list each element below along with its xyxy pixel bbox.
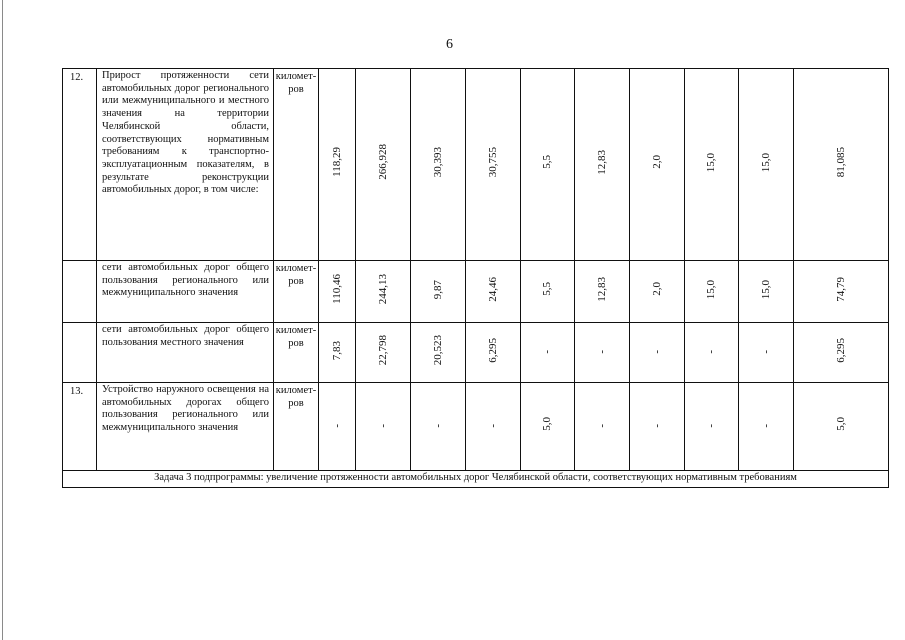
value-cell: [685, 69, 739, 261]
value-cell: [685, 261, 739, 323]
value-cell: [411, 261, 466, 323]
value-cell: [630, 69, 685, 261]
value-cell: [411, 69, 466, 261]
value-cell: [739, 69, 794, 261]
value-text: 24,46: [486, 276, 499, 302]
task-heading: Задача 3 подпрограммы: увеличение протяженности автомобильных дорог Челябинской области, соответствующих нормативным требованиям: [63, 471, 889, 488]
value-text: 5,0: [834, 417, 847, 432]
scan-edge-line: [2, 0, 3, 640]
value-cell: [319, 261, 356, 323]
value-text: -: [595, 424, 608, 429]
value-text: 15,0: [705, 279, 718, 299]
value-text: -: [330, 424, 343, 429]
value-text: 2,0: [650, 282, 663, 297]
value-cell: [575, 69, 630, 261]
value-text: 6,295: [834, 337, 847, 363]
value-text: 30,393: [431, 147, 444, 178]
value-cell: [630, 323, 685, 383]
value-cell: [319, 69, 356, 261]
row-number-cell: [63, 261, 97, 323]
table-row: [63, 323, 889, 383]
value-cell: [466, 261, 521, 323]
value-text: -: [650, 350, 663, 355]
page-number: 6: [446, 37, 453, 52]
value-cell: [521, 261, 575, 323]
value-text: 5,0: [541, 417, 554, 432]
value-cell: [319, 323, 356, 383]
value-text: -: [376, 424, 389, 429]
value-text: -: [759, 424, 772, 429]
value-text: -: [705, 350, 718, 355]
value-cell: [739, 261, 794, 323]
value-text: 15,0: [759, 279, 772, 299]
value-cell: [466, 69, 521, 261]
unit-cell: километров: [274, 323, 319, 383]
value-cell: [521, 323, 575, 383]
value-cell: [630, 261, 685, 323]
value-cell: [411, 383, 466, 471]
value-text: 7,83: [330, 340, 343, 360]
value-text: 2,0: [650, 155, 663, 170]
value-cell: [411, 323, 466, 383]
value-text: 74,79: [834, 276, 847, 302]
value-text: 15,0: [759, 152, 772, 172]
value-text: -: [759, 350, 772, 355]
value-text: 12,83: [595, 149, 608, 175]
value-cell: [356, 261, 411, 323]
value-cell: [630, 383, 685, 471]
value-cell: [319, 383, 356, 471]
value-text: 6,295: [486, 337, 499, 363]
table-row: [63, 383, 889, 471]
indicator-description: Устройство наружного освещения на автомобильных дорогах общего пользования регионального или межмуниципального значения: [97, 383, 274, 471]
value-cell: [521, 69, 575, 261]
value-cell: [356, 323, 411, 383]
value-cell: [794, 69, 889, 261]
value-text: 5,5: [541, 282, 554, 297]
value-text: 110,46: [330, 274, 343, 305]
unit-cell: километров: [274, 69, 319, 261]
value-cell: [739, 383, 794, 471]
value-text: -: [431, 424, 444, 429]
indicators-table: [62, 68, 889, 488]
value-text: -: [541, 350, 554, 355]
value-text: 15,0: [705, 152, 718, 172]
unit-cell: километров: [274, 383, 319, 471]
value-cell: [356, 69, 411, 261]
value-text: 118,29: [330, 147, 343, 178]
value-cell: [794, 261, 889, 323]
row-number-cell: 12.: [63, 69, 97, 261]
table-row: [63, 261, 889, 323]
row-number-cell: [63, 323, 97, 383]
value-text: 81,085: [834, 147, 847, 178]
value-text: 30,755: [486, 147, 499, 178]
task-row: [63, 471, 889, 488]
indicator-description: сети автомобильных дорог общего пользования местного значения: [97, 323, 274, 383]
value-cell: [575, 261, 630, 323]
value-cell: [356, 383, 411, 471]
value-cell: [575, 323, 630, 383]
value-text: 9,87: [431, 279, 444, 299]
value-cell: [685, 383, 739, 471]
value-text: 5,5: [541, 155, 554, 170]
value-text: 244,13: [376, 274, 389, 305]
row-number-cell: 13.: [63, 383, 97, 471]
value-cell: [521, 383, 575, 471]
value-text: 20,523: [431, 335, 444, 366]
value-cell: [739, 323, 794, 383]
value-cell: [685, 323, 739, 383]
value-text: -: [650, 424, 663, 429]
value-text: 22,798: [376, 335, 389, 366]
value-cell: [466, 383, 521, 471]
value-cell: [466, 323, 521, 383]
indicator-description: сети автомобильных дорог общего пользования регионального или межмуниципального значения: [97, 261, 274, 323]
value-cell: [794, 383, 889, 471]
value-text: -: [705, 424, 718, 429]
value-text: 12,83: [595, 276, 608, 302]
value-text: -: [486, 424, 499, 429]
value-cell: [794, 323, 889, 383]
value-cell: [575, 383, 630, 471]
table-row: [63, 69, 889, 261]
indicator-description: Прирост протяженности сети автомобильных дорог регионального или межмуниципального и местного значения на территории Челябинской области, соответствующих нормативным требованиям к транспортно-эксплуатационным показателям, в результате реконструкции автомобильных дорог, в том числе:: [97, 69, 274, 261]
value-text: 266,928: [376, 144, 389, 181]
value-text: -: [595, 350, 608, 355]
unit-cell: километров: [274, 261, 319, 323]
